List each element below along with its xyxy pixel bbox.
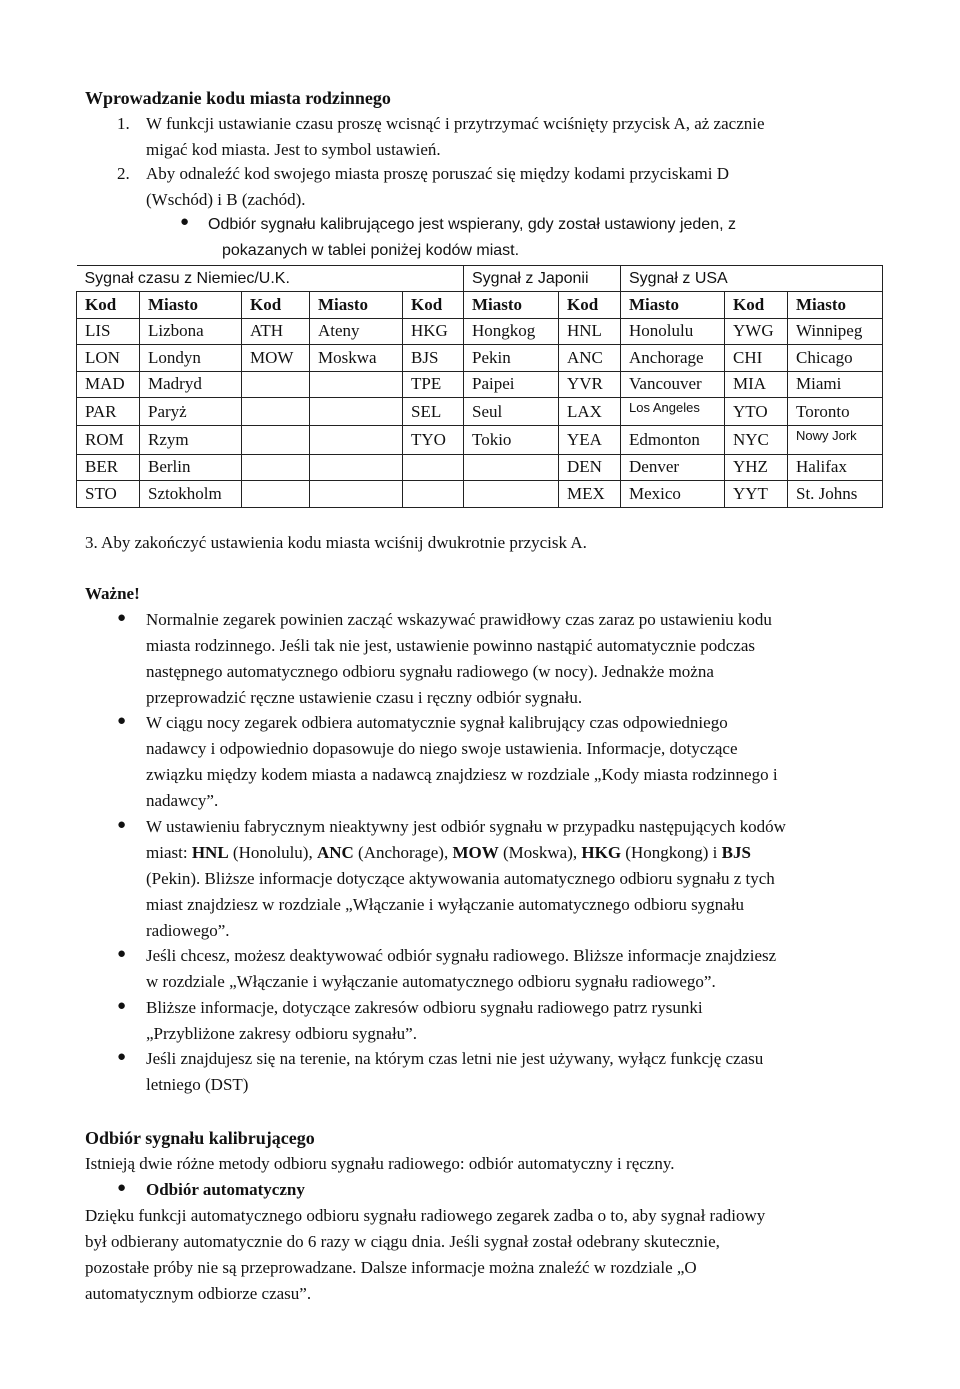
city-code-cell: MEX: [559, 481, 621, 507]
city-code-cell: YTO: [725, 397, 788, 425]
bullet-icon: ●: [180, 214, 190, 230]
city-code-cell: LON: [77, 345, 140, 371]
table-header-row: [77, 292, 883, 318]
city-code-cell: HKG: [403, 318, 464, 344]
auto-reception-text: Dzięku funkcji automatycznego odbioru sygnału radiowego zegarek zadba o to, aby sygnał radiowy był odbierany automatycznie do 6 razy w ciągu dnia. Jeśli sygnał został odebrany skutecznie, pozostałe próby nie są przeprowadzane. Dalsze informacje można znaleźć w rozdziale „O automatycznym odbiorze czasu”.: [85, 1206, 766, 1303]
bullet-icon: ●: [117, 610, 127, 626]
group-usa: Sygnał z USA: [621, 266, 883, 292]
column-header: Kod: [242, 292, 310, 318]
city-code-cell: BJS: [403, 345, 464, 371]
section-heading: Odbiór sygnału kalibrującego: [85, 1128, 315, 1148]
bullet-icon: ●: [117, 713, 127, 729]
city-name-cell: Tokio: [464, 426, 559, 454]
city-name-cell: St. Johns: [788, 481, 883, 507]
city-name-cell: [310, 397, 403, 425]
city-name-cell: Chicago: [788, 345, 883, 371]
city-code-cell: ROM: [77, 426, 140, 454]
step-3: 3. Aby zakończyć ustawienia kodu miasta wciśnij dwukrotnie przycisk A.: [85, 533, 587, 552]
bullet-icon: ●: [117, 998, 127, 1014]
city-name-cell: Denver: [621, 454, 725, 480]
city-code-cell: [403, 481, 464, 507]
city-name-cell: Toronto: [788, 397, 883, 425]
table-body: [77, 318, 883, 507]
city-code-cell: SEL: [403, 397, 464, 425]
page-title: Wprowadzanie kodu miasta rodzinnego: [85, 88, 391, 108]
city-name-cell: [310, 481, 403, 507]
city-name-cell: Los Angeles: [621, 397, 725, 425]
step-number: 1.: [117, 114, 130, 133]
column-header: Kod: [559, 292, 621, 318]
city-name-cell: Edmonton: [621, 426, 725, 454]
table-group-row: [77, 266, 883, 292]
group-germany-uk: Sygnał czasu z Niemiec/U.K.: [77, 266, 464, 292]
city-name-cell: Londyn: [140, 345, 242, 371]
city-name-cell: [310, 371, 403, 397]
step-number: 2.: [117, 164, 130, 183]
table-row: [77, 397, 883, 425]
city-code-cell: ANC: [559, 345, 621, 371]
city-code-cell: MAD: [77, 371, 140, 397]
city-code-cell: [242, 397, 310, 425]
step-text: W funkcji ustawianie czasu proszę wcisnąć i przytrzymać wciśnięty przycisk A, aż zacznie migać kod miasta. Jest to symbol ustawień.: [146, 114, 765, 159]
city-name-cell: Paryż: [140, 397, 242, 425]
city-name-cell: Pekin: [464, 345, 559, 371]
city-name-cell: Moskwa: [310, 345, 403, 371]
city-code-cell: YHZ: [725, 454, 788, 480]
auto-reception-title: Odbiór automatyczny: [146, 1180, 305, 1199]
city-name-cell: Ateny: [310, 318, 403, 344]
city-name-cell: Sztokholm: [140, 481, 242, 507]
city-codes-table: [76, 265, 883, 508]
city-name-cell: Mexico: [621, 481, 725, 507]
city-code-cell: [242, 481, 310, 507]
column-header: Kod: [725, 292, 788, 318]
column-header: Miasto: [464, 292, 559, 318]
city-name-cell: Nowy Jork: [788, 426, 883, 454]
bullet-icon: ●: [117, 1049, 127, 1065]
important-heading: Ważne!: [85, 584, 140, 603]
city-name-cell: Winnipeg: [788, 318, 883, 344]
city-code-cell: LAX: [559, 397, 621, 425]
city-code-cell: BER: [77, 454, 140, 480]
city-code-cell: [403, 454, 464, 480]
column-header: Kod: [77, 292, 140, 318]
city-name-cell: Rzym: [140, 426, 242, 454]
city-name-cell: [310, 426, 403, 454]
city-code-cell: CHI: [725, 345, 788, 371]
city-code-cell: [242, 371, 310, 397]
table-row: [77, 426, 883, 454]
city-code-cell: [242, 454, 310, 480]
city-code-cell: YWG: [725, 318, 788, 344]
city-name-cell: Vancouver: [621, 371, 725, 397]
step-text: Aby odnaleźć kod swojego miasta proszę poruszać się między kodami przyciskami D (Wschód) i B (zachód).: [146, 164, 730, 209]
city-name-cell: Paipei: [464, 371, 559, 397]
city-code-cell: MOW: [242, 345, 310, 371]
city-name-cell: [464, 481, 559, 507]
section-intro: Istnieją dwie różne metody odbioru sygnału radiowego: odbiór automatyczny i ręczny.: [85, 1154, 675, 1173]
column-header: Miasto: [788, 292, 883, 318]
bullet-icon: ●: [117, 1180, 127, 1196]
city-name-cell: Miami: [788, 371, 883, 397]
group-japan: Sygnał z Japonii: [464, 266, 621, 292]
city-name-cell: Hongkog: [464, 318, 559, 344]
city-code-cell: YYT: [725, 481, 788, 507]
city-code-cell: YEA: [559, 426, 621, 454]
bullet-icon: ●: [117, 817, 127, 833]
city-code-cell: HNL: [559, 318, 621, 344]
city-code-cell: NYC: [725, 426, 788, 454]
table-row: [77, 454, 883, 480]
inactive-codes-line: miast: HNL (Honolulu), ANC (Anchorage), MOW (Moskwa), HKG (Hongkong) i BJS: [146, 843, 751, 862]
column-header: Miasto: [310, 292, 403, 318]
column-header: Miasto: [140, 292, 242, 318]
city-name-cell: Anchorage: [621, 345, 725, 371]
city-name-cell: Lizbona: [140, 318, 242, 344]
table-row: [77, 481, 883, 507]
column-header: Kod: [403, 292, 464, 318]
city-code-cell: LIS: [77, 318, 140, 344]
city-code-cell: YVR: [559, 371, 621, 397]
city-code-cell: STO: [77, 481, 140, 507]
city-code-cell: TPE: [403, 371, 464, 397]
table-row: [77, 318, 883, 344]
city-name-cell: Honolulu: [621, 318, 725, 344]
city-name-cell: Berlin: [140, 454, 242, 480]
city-code-cell: DEN: [559, 454, 621, 480]
city-code-cell: MIA: [725, 371, 788, 397]
city-name-cell: Halifax: [788, 454, 883, 480]
city-name-cell: Madryd: [140, 371, 242, 397]
table-row: [77, 345, 883, 371]
city-name-cell: [310, 454, 403, 480]
column-header: Miasto: [621, 292, 725, 318]
city-code-cell: TYO: [403, 426, 464, 454]
bullet-icon: ●: [117, 946, 127, 962]
city-code-cell: [242, 426, 310, 454]
city-name-cell: [464, 454, 559, 480]
city-name-cell: Seul: [464, 397, 559, 425]
table-row: [77, 371, 883, 397]
city-code-cell: ATH: [242, 318, 310, 344]
city-code-cell: PAR: [77, 397, 140, 425]
